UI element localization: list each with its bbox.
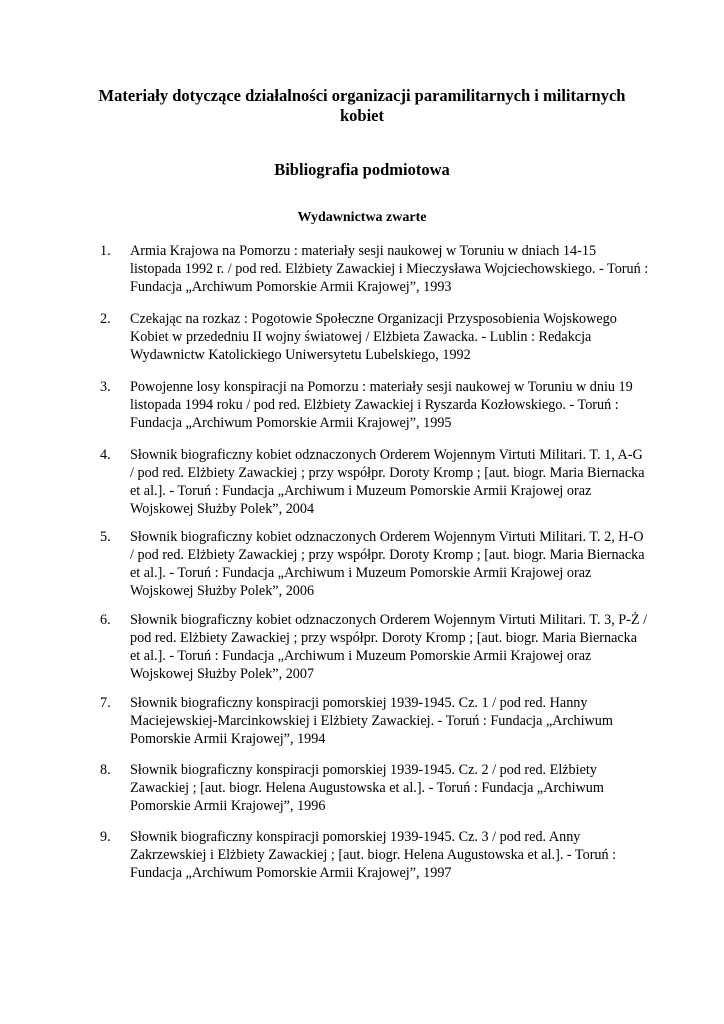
entry-text: Słownik biograficzny konspiracji pomorskiej 1939-1945. Cz. 1 / pod red. Hanny Maciejewskiej-Marcinkowskiej i Elżbiety Zawackiej. - Toruń : Fundacja „Archiwum Pomorskie Armii Krajowej”, 1994 xyxy=(130,695,613,747)
entry-text: Słownik biograficzny kobiet odznaczonych Orderem Wojennym Virtuti Militari. T. 2, H-O / pod red. Elżbiety Zawackiej ; przy współpr. Doroty Kromp ; [aut. biogr. Maria Biernacka et al.]. - Toruń : Fundacja „Archiwum i Muzeum Pomorskie Armii Krajowej oraz Wojskowej Służby Polek”, 2006 xyxy=(130,529,645,599)
entry-number: 2. xyxy=(100,311,111,327)
section-heading: Wydawnictwa zwarte xyxy=(297,210,427,225)
entry-text: Armia Krajowa na Pomorzu : materiały sesji naukowej w Toruniu w dniach 14-15 listopada 1992 r. / pod red. Elżbiety Zawackiej i Mieczysława Wojciechowskiego. - Toruń : Fundacja „Archiwum Pomorskie Armii Krajowej”, 1993 xyxy=(130,243,649,295)
entry-text: Słownik biograficzny konspiracji pomorskiej 1939-1945. Cz. 2 / pod red. Elżbiety Zawackiej ; [aut. biogr. Helena Augustowska et al.]. - Toruń : Fundacja „Archiwum Pomorskie Armii Krajowej”, 1996 xyxy=(130,762,604,814)
entry-text: Czekając na rozkaz : Pogotowie Społeczne Organizacji Przysposobienia Wojskowego Kobiet w przededniu II wojny światowej / Elżbieta Zawacka. - Lublin : Redakcja Wydawnictw Katolickiego Uniwersytetu Lubelskiego, 1992 xyxy=(130,311,617,363)
entry-text: Słownik biograficzny kobiet odznaczonych Orderem Wojennym Virtuti Militari. T. 1, A-G / pod red. Elżbiety Zawackiej ; przy współpr. Doroty Kromp ; [aut. biogr. Maria Biernacka et al.]. - Toruń : Fundacja „Archiwum i Muzeum Pomorskie Armii Krajowej oraz Wojskowej Służby Polek”, 2004 xyxy=(130,447,645,517)
entry-text: Powojenne losy konspiracji na Pomorzu : materiały sesji naukowej w Toruniu w dniu 19 listopada 1994 roku / pod red. Elżbiety Zawackiej i Ryszarda Kozłowskiego. - Toruń : Fundacja „Archiwum Pomorskie Armii Krajowej”, 1995 xyxy=(130,379,633,431)
entry-number: 3. xyxy=(100,379,111,395)
entry-number: 6. xyxy=(100,612,111,628)
entry-text: Słownik biograficzny konspiracji pomorskiej 1939-1945. Cz. 3 / pod red. Anny Zakrzewskiej i Elżbiety Zawackiej ; [aut. biogr. Helena Augustowska et al.]. - Toruń : Fundacja „Archiwum Pomorskie Armii Krajowej”, 1997 xyxy=(130,829,617,881)
entry-number: 5. xyxy=(100,529,111,545)
entry-number: 1. xyxy=(100,243,111,259)
entry-number: 9. xyxy=(100,829,111,845)
entry-number: 7. xyxy=(100,695,111,711)
document-title: Materiały dotyczące działalności organizacji paramilitarnych i militarnych kobiet xyxy=(98,86,626,125)
entry-number: 4. xyxy=(100,447,111,463)
entry-number: 8. xyxy=(100,762,111,778)
document-subtitle: Bibliografia podmiotowa xyxy=(274,160,450,179)
entry-text: Słownik biograficzny kobiet odznaczonych Orderem Wojennym Virtuti Militari. T. 3, P-Ż / pod red. Elżbiety Zawackiej ; przy współpr. Doroty Kromp ; [aut. biogr. Maria Biernacka et al.]. - Toruń : Fundacja „Archiwum i Muzeum Pomorskie Armii Krajowej oraz Wojskowej Służby Polek”, 2007 xyxy=(130,612,648,682)
